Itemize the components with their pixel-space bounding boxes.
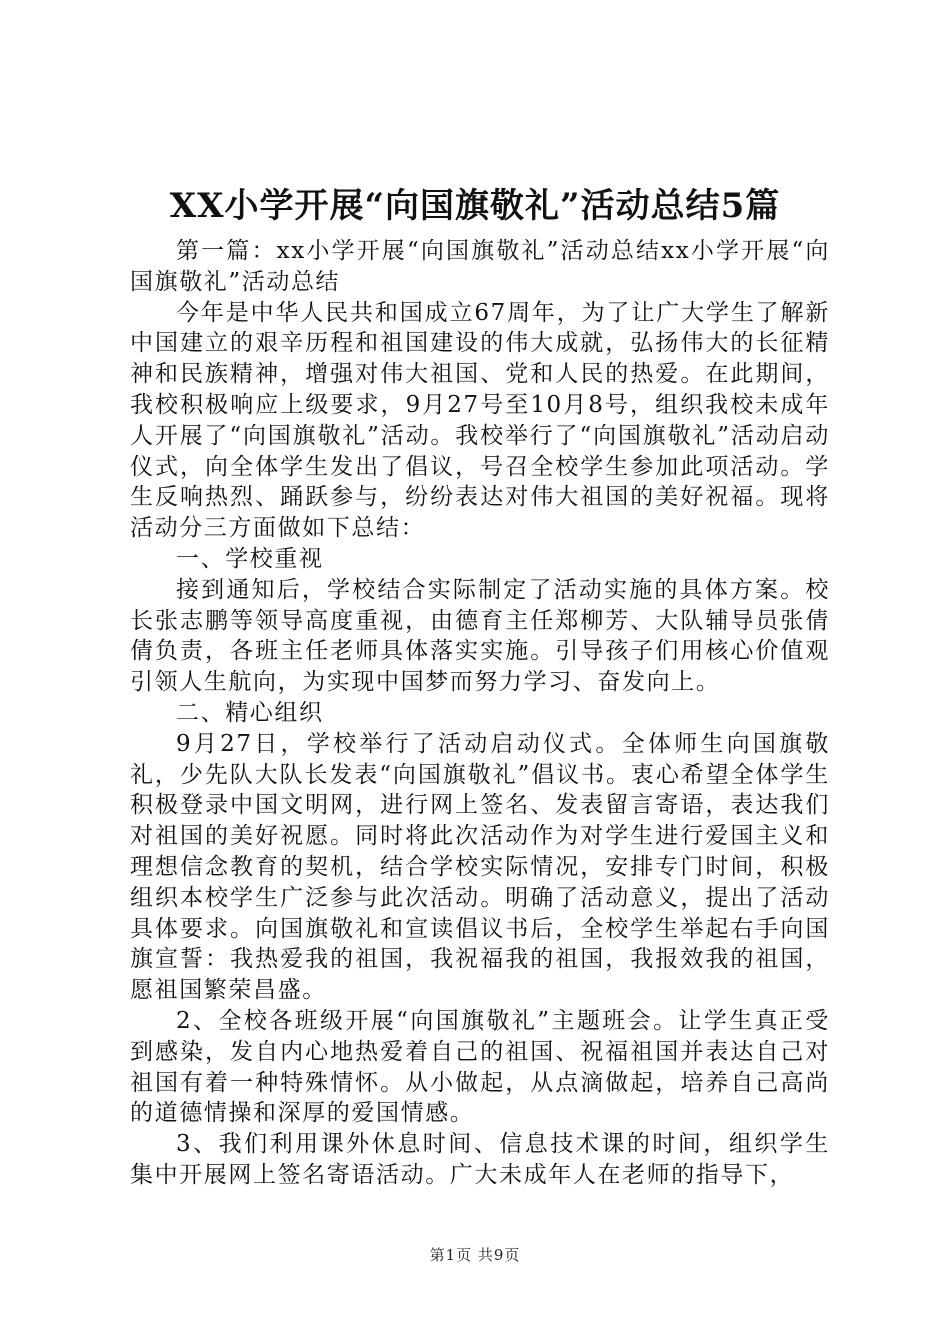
paragraph-online-signing: 3、我们利用课外休息时间、信息技术课的时间，组织学生集中开展网上签名寄语活动。广大未成年人在老师的指导下， bbox=[130, 1131, 830, 1188]
paragraph-school-attention: 接到通知后，学校结合实际制定了活动实施的具体方案。校长张志鹏等领导高度重视，由德育主任郑柳芳、大队辅导员张倩倩负责，各班主任老师具体落实实施。引导孩子们用核心价值观引领人生航向，为实现中国梦而努力学习、奋发向上。 bbox=[130, 576, 830, 696]
document-title: XX小学开展“向国旗敬礼”活动总结5篇 bbox=[169, 186, 781, 226]
paragraph-class-meetings: 2、全校各班级开展“向国旗敬礼”主题班会。让学生真正受到感染，发自内心地热爱着自己的祖国、祝福祖国并表达自己对祖国有着一种特殊情怀。从小做起，从点滴做起，培养自己高尚的道德情操和深厚的爱国情感。 bbox=[130, 1007, 830, 1127]
section-heading-school-attention: 一、学校重视 bbox=[176, 545, 324, 572]
paragraph-launch-ceremony: 9月27日，学校举行了活动启动仪式。全体师生向国旗敬礼，少先队大队长发表“向国旗敬礼”倡议书。衷心希望全体学生积极登录中国文明网，进行网上签名、发表留言寄语，表达我们对祖国的美好祝愿。同时将此次活动作为对学生进行爱国主义和理想信念教育的契机，结合学校实际情况，安排专门时间，积极组织本校学生广泛参与此次活动。明确了活动意义，提出了活动具体要求。向国旗敬礼和宣读倡议书后，全校学生举起右手向国旗宣誓：我热爱我的祖国，我祝福我的祖国，我报效我的祖国，愿祖国繁荣昌盛。 bbox=[130, 730, 830, 1004]
document-body bbox=[130, 236, 830, 1191]
paragraph-background: 今年是中华人民共和国成立67周年，为了让广大学生了解新中国建立的艰辛历程和祖国建设的伟大成就，弘扬伟大的长征精神和民族精神，增强对伟大祖国、党和人民的热爱。在此期间，我校积极响应上级要求，9月27号至10月8号，组织我校未成年人开展了“向国旗敬礼”活动。我校举行了“向国旗敬礼”活动启动仪式，向全体学生发出了倡议，号召全校学生参加此项活动。学生反响热烈、踊跃参与，纷纷表达对伟大祖国的美好祝福。现将活动分三方面做如下总结： bbox=[130, 299, 830, 542]
section-heading-careful-organization: 二、精心组织 bbox=[176, 699, 324, 726]
paragraph-intro-heading: 第一篇：xx小学开展“向国旗敬礼”活动总结xx小学开展“向国旗敬礼”活动总结 bbox=[130, 238, 830, 295]
page-number-footer: 第1页 共9页 bbox=[429, 1246, 521, 1264]
